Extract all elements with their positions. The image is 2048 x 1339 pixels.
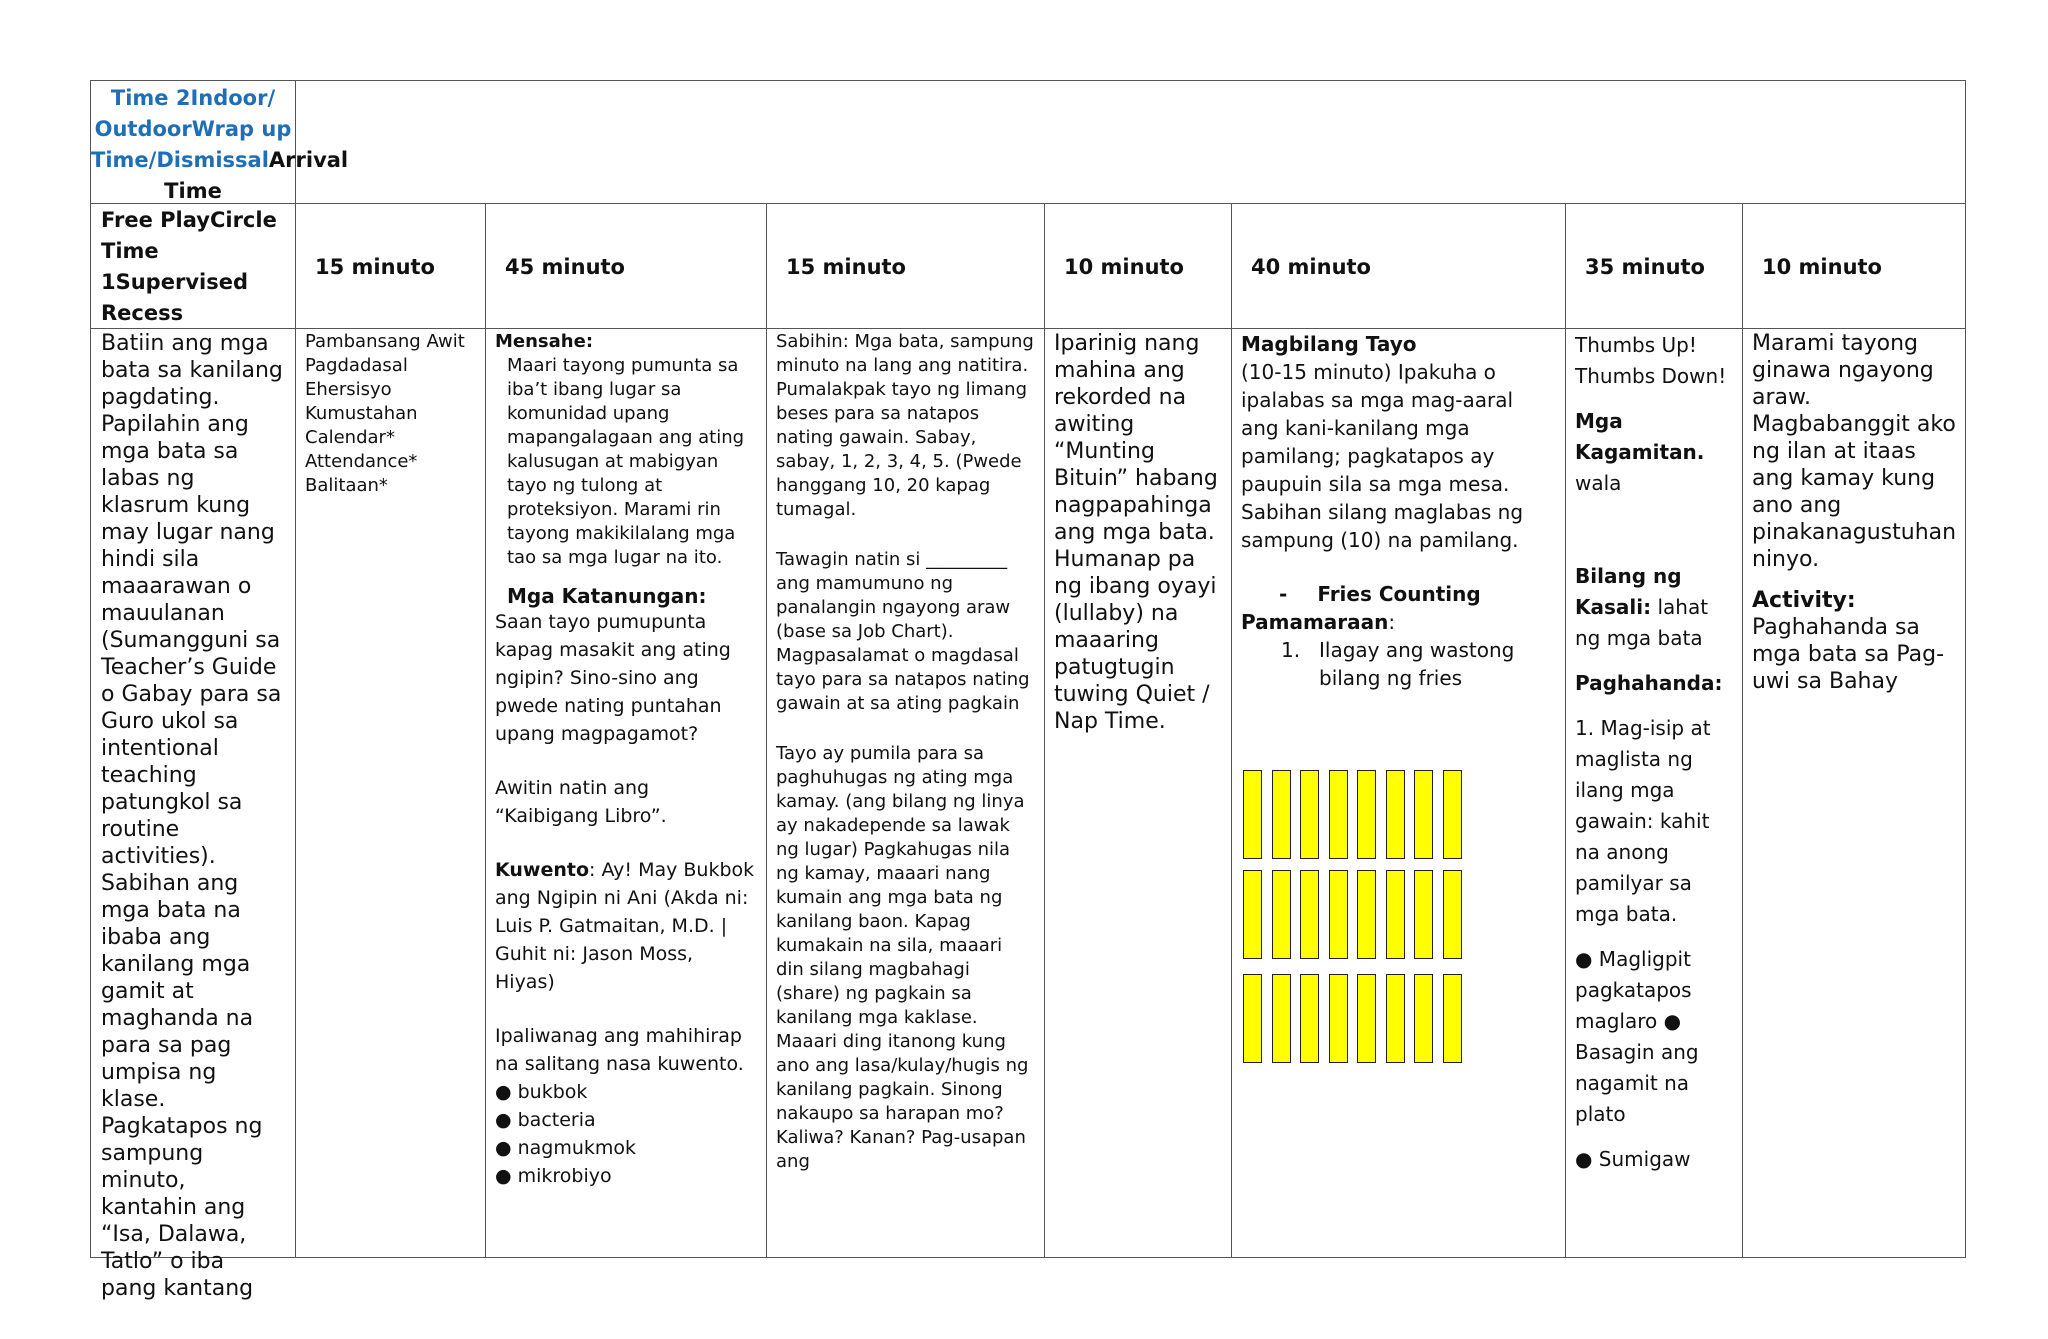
fry-stick — [1414, 770, 1433, 859]
lesson-plan-table — [90, 80, 1966, 1301]
pamamaraan-step — [1241, 636, 1555, 692]
vocab-word: ● bacteria — [495, 1109, 596, 1131]
kuwento-label: Kuwento — [495, 859, 590, 881]
fry-stick — [1414, 974, 1433, 1063]
pamamaraan-label: Pamamaraan — [1241, 610, 1389, 634]
recess-paragraph-1: Sabihin: Mga bata, sampung minuto na lang ang natitira. Pumalakpak tayo ng limang beses para sa natapos nating gawain. Sabay, sabay, 1, 2, 3, 4, 5. (Pwede hanggang 10, 20 kapag tumagal. — [776, 331, 1034, 520]
routine-item: Attendance* — [305, 451, 418, 472]
pamamaraan-colon: : — [1388, 610, 1396, 634]
duration-cell: 35 minuto — [1585, 255, 1705, 279]
routine-item: Pambansang Awit — [305, 331, 465, 352]
pamamaraan-heading — [1241, 608, 1555, 636]
paghahanda-label: Paghahanda: — [1575, 671, 1723, 695]
routine-item: Kumustahan — [305, 403, 418, 424]
duration-cell: 15 minuto — [315, 255, 435, 279]
fry-stick — [1414, 870, 1433, 959]
fry-stick — [1243, 870, 1262, 959]
kasali-value: lahat ng mga bata — [1575, 595, 1709, 650]
katanungan-text: Saan tayo pumupunta kapag masakit ang ating ngipin? Sino-sino ang pwede nating puntahan upang magpagamot? — [495, 611, 731, 745]
paghahanda-bullet-sumigaw: ● Sumigaw — [1575, 1147, 1691, 1171]
duration-cell: 40 minuto — [1251, 255, 1371, 279]
fry-stick — [1329, 770, 1348, 859]
activity-label: Activity: — [1752, 588, 1856, 613]
arrival-instructions — [91, 328, 295, 1301]
fry-stick — [1329, 870, 1348, 959]
fry-stick — [1386, 974, 1405, 1063]
fries-counting-label: Fries Counting — [1317, 582, 1481, 606]
time-header-black: Arrival Time — [164, 148, 349, 203]
ipaliwanag-text: Ipaliwanag ang mahihirap na salitang nasa kuwento. — [495, 1025, 744, 1075]
fry-stick — [1243, 974, 1262, 1063]
fry-stick — [1272, 870, 1291, 959]
kasali-paragraph — [1575, 561, 1732, 654]
fry-stick — [1443, 974, 1462, 1063]
duration-cell: 10 minuto — [1762, 255, 1882, 279]
activity-text: Paghahanda sa mga bata sa Pag-uwi sa Bahay — [1752, 615, 1945, 694]
duration-cell: 15 minuto — [786, 255, 906, 279]
wrap-up-content — [1742, 328, 1967, 1259]
fry-stick — [1443, 770, 1462, 859]
kagamitan-value: wala — [1575, 471, 1622, 495]
paghahanda-step-1: 1. Mag-isip at maglista ng ilang mga gawain: kahit na anong pamilyar sa mga bata. — [1575, 716, 1711, 926]
wrap-up-text: Marami tayong ginawa ngayong araw. Magbabanggit ako ng ilan at itaas ang kamay kung ano ang pinakanagustuhan ninyo. — [1752, 331, 1957, 572]
bullet-dash: - — [1279, 582, 1288, 606]
game-content — [1565, 328, 1742, 1259]
fry-stick — [1386, 770, 1405, 859]
step-number: 1. — [1281, 638, 1301, 662]
mensahe-label: Mensahe: — [495, 331, 594, 352]
kuwento-paragraph — [495, 856, 756, 996]
routine-item: Ehersisyo — [305, 379, 392, 400]
quiet-time-content — [1044, 328, 1231, 1259]
time-header-blue: Time 2Indoor/ OutdoorWrap up Time/Dismissal — [91, 86, 292, 172]
thumbs-text: Thumbs Up! Thumbs Down! — [1575, 333, 1727, 388]
fry-stick — [1300, 974, 1319, 1063]
quiet-time-text: Iparinig nang mahina ang rekorded na awiting “Munting Bituin” habang nagpapahinga ang mga bata. Humanap pa ng ibang oyayi (lullaby) na maaaring patugtugin tuwing Quiet / Nap Time. — [1054, 331, 1218, 734]
duration-cell: 10 minuto — [1064, 255, 1184, 279]
routine-item: Pagdadasal — [305, 355, 408, 376]
fry-stick — [1329, 974, 1348, 1063]
recess-paragraph-2: Tawagin natin si _________ ang mamumuno ng panalangin ngayong araw (base sa Job Chart). Magpasalamat o magdasal tayo para sa natapos nating gawain at sa ating pagkain — [776, 549, 1030, 714]
fry-stick — [1243, 770, 1262, 859]
routine-item: Calendar* — [305, 427, 395, 448]
kagamitan-label: Mga Kagamitan. — [1575, 409, 1705, 464]
katanungan-label: Mga Katanungan: — [507, 584, 707, 608]
recess-content — [766, 328, 1044, 1259]
fry-stick — [1300, 870, 1319, 959]
magbilang-title: Magbilang Tayo — [1241, 332, 1417, 356]
magbilang-text: (10-15 minuto) Ipakuha o ipalabas sa mga mag-aaral ang kani-kanilang mga pamilang; pagkatapos ay paupuin sila sa mga mesa. Sabihan silang maglabas ng sampung (10) na pamilang. — [1241, 360, 1524, 552]
fry-stick — [1300, 770, 1319, 859]
activity-label-cell: Free PlayCircle Time 1Supervised Recess — [101, 208, 277, 325]
fry-stick — [1357, 770, 1376, 859]
fry-stick — [1272, 974, 1291, 1063]
fry-stick — [1272, 770, 1291, 859]
fry-stick — [1386, 870, 1405, 959]
vocab-word: ● bukbok — [495, 1081, 588, 1103]
arrival-text: Batiin ang mga bata sa kanilang pagdating. Papilahin ang mga bata sa labas ng klasrum kung may lugar nang hindi sila maaarawan o mauulanan (Sumangguni sa Teacher’s Guide o Gabay para sa Guro ukol sa intentional teaching patungkol sa routine activities). Sabihan ang mga bata na ibaba ang kanilang mga gamit at maghanda na para sa pag umpisa ng klase. Pagkatapos ng sampung minuto, kantahin ang “Isa, Dalawa, Tatlo” o iba pang kantang — [101, 331, 283, 1301]
vocab-word: ● mikrobiyo — [495, 1165, 612, 1187]
awit-text: Awitin natin ang “Kaibigang Libro”. — [495, 777, 667, 827]
fry-stick — [1443, 870, 1462, 959]
routine-list — [295, 328, 485, 1259]
paghahanda-bullets: ● Magligpit pagkatapos maglaro ● Basagin ang nagamit na plato — [1575, 947, 1699, 1126]
time-header-cell — [91, 81, 349, 203]
fry-stick — [1357, 870, 1376, 959]
kasali-label: Bilang ng Kasali: — [1575, 564, 1682, 619]
step-text: Ilagay ang wastong bilang ng fries — [1319, 638, 1515, 690]
circle-time-content — [485, 328, 766, 1259]
recess-paragraph-3: Tayo ay pumila para sa paghuhugas ng ating mga kamay. (ang bilang ng linya ay nakadepende sa lawak ng lugar) Pagkahugas nila ng kamay, maaari nang kumain ang mga bata ng kanilang baon. Kapag kumakain na sila, maaari din silang magbahagi (share) ng pagkain sa kanilang mga kaklase. Maaari ding itanong kung ano ang lasa/kulay/hugis ng kanilang pagkain. Sinong nakaupo sa harapan mo? Kaliwa? Kanan? Pag-usapan ang — [776, 743, 1029, 1172]
vocab-word: ● nagmukmok — [495, 1137, 637, 1159]
fry-stick — [1357, 974, 1376, 1063]
fries-counting-heading — [1241, 580, 1555, 608]
mensahe-text: Maari tayong pumunta sa iba’t ibang lugar sa komunidad upang mapangalagaan ang ating kalusugan at mabigyan tayo ng tulong at proteksiyon. Marami rin tayong makikilalang mga tao sa mga lugar na ito. — [507, 355, 745, 568]
duration-cell: 45 minuto — [505, 255, 625, 279]
kuwento-text: : Ay! May Bukbok ang Ngipin ni Ani (Akda ni: Luis P. Gatmaitan, M.D. | Guhit ni: Jason Moss, Hiyas) — [495, 859, 755, 993]
routine-item: Balitaan* — [305, 475, 388, 496]
